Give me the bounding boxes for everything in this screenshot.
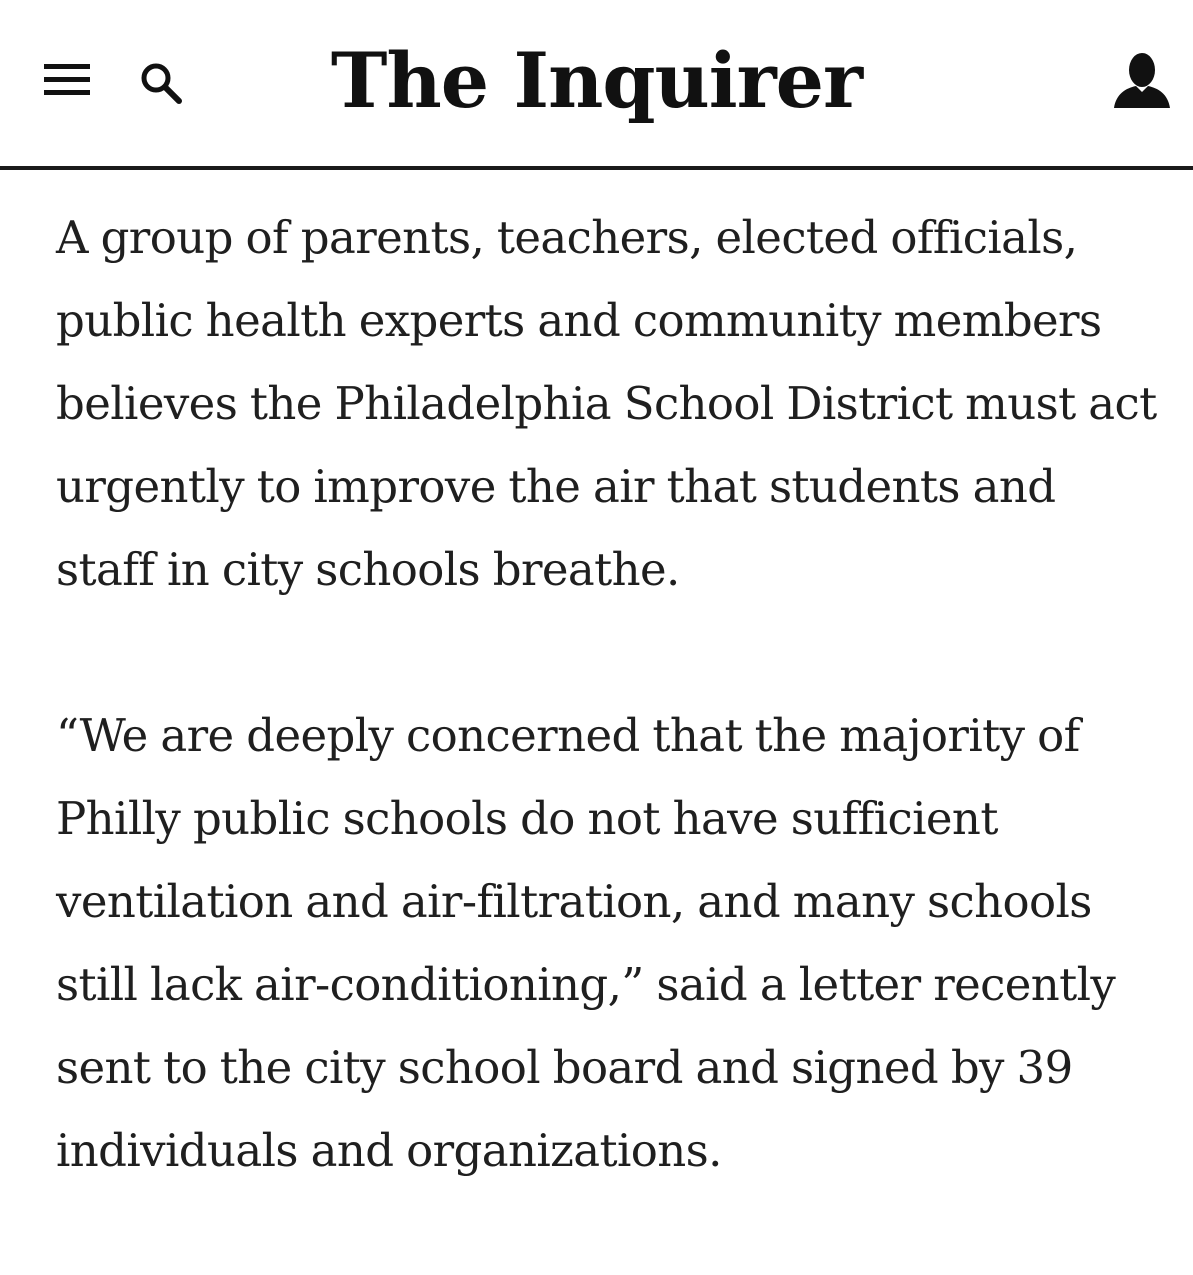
account-button[interactable] [1110, 50, 1174, 112]
search-icon [136, 58, 186, 108]
user-account-icon [1110, 50, 1174, 112]
header-divider [0, 166, 1193, 170]
site-header [0, 0, 1193, 166]
article-paragraph: “We are deeply concerned that the majority of Philly public schools do not have sufficient ventilation and air-filtration, and many schools still lack air-conditioning,” said a letter recently sent to the city school board and signed by 39 individuals and organizations. [56, 709, 1116, 1177]
search-button[interactable] [136, 58, 186, 108]
article-body [56, 196, 1166, 1275]
menu-button[interactable] [40, 60, 96, 100]
hamburger-menu-icon [40, 60, 96, 100]
article-paragraph: A group of parents, teachers, elected officials, public health experts and community members believes the Philadelphia School District must act urgently to improve the air that students and staff in city schools breathe. [56, 211, 1157, 596]
site-logo[interactable]: The Inquirer [330, 36, 863, 125]
